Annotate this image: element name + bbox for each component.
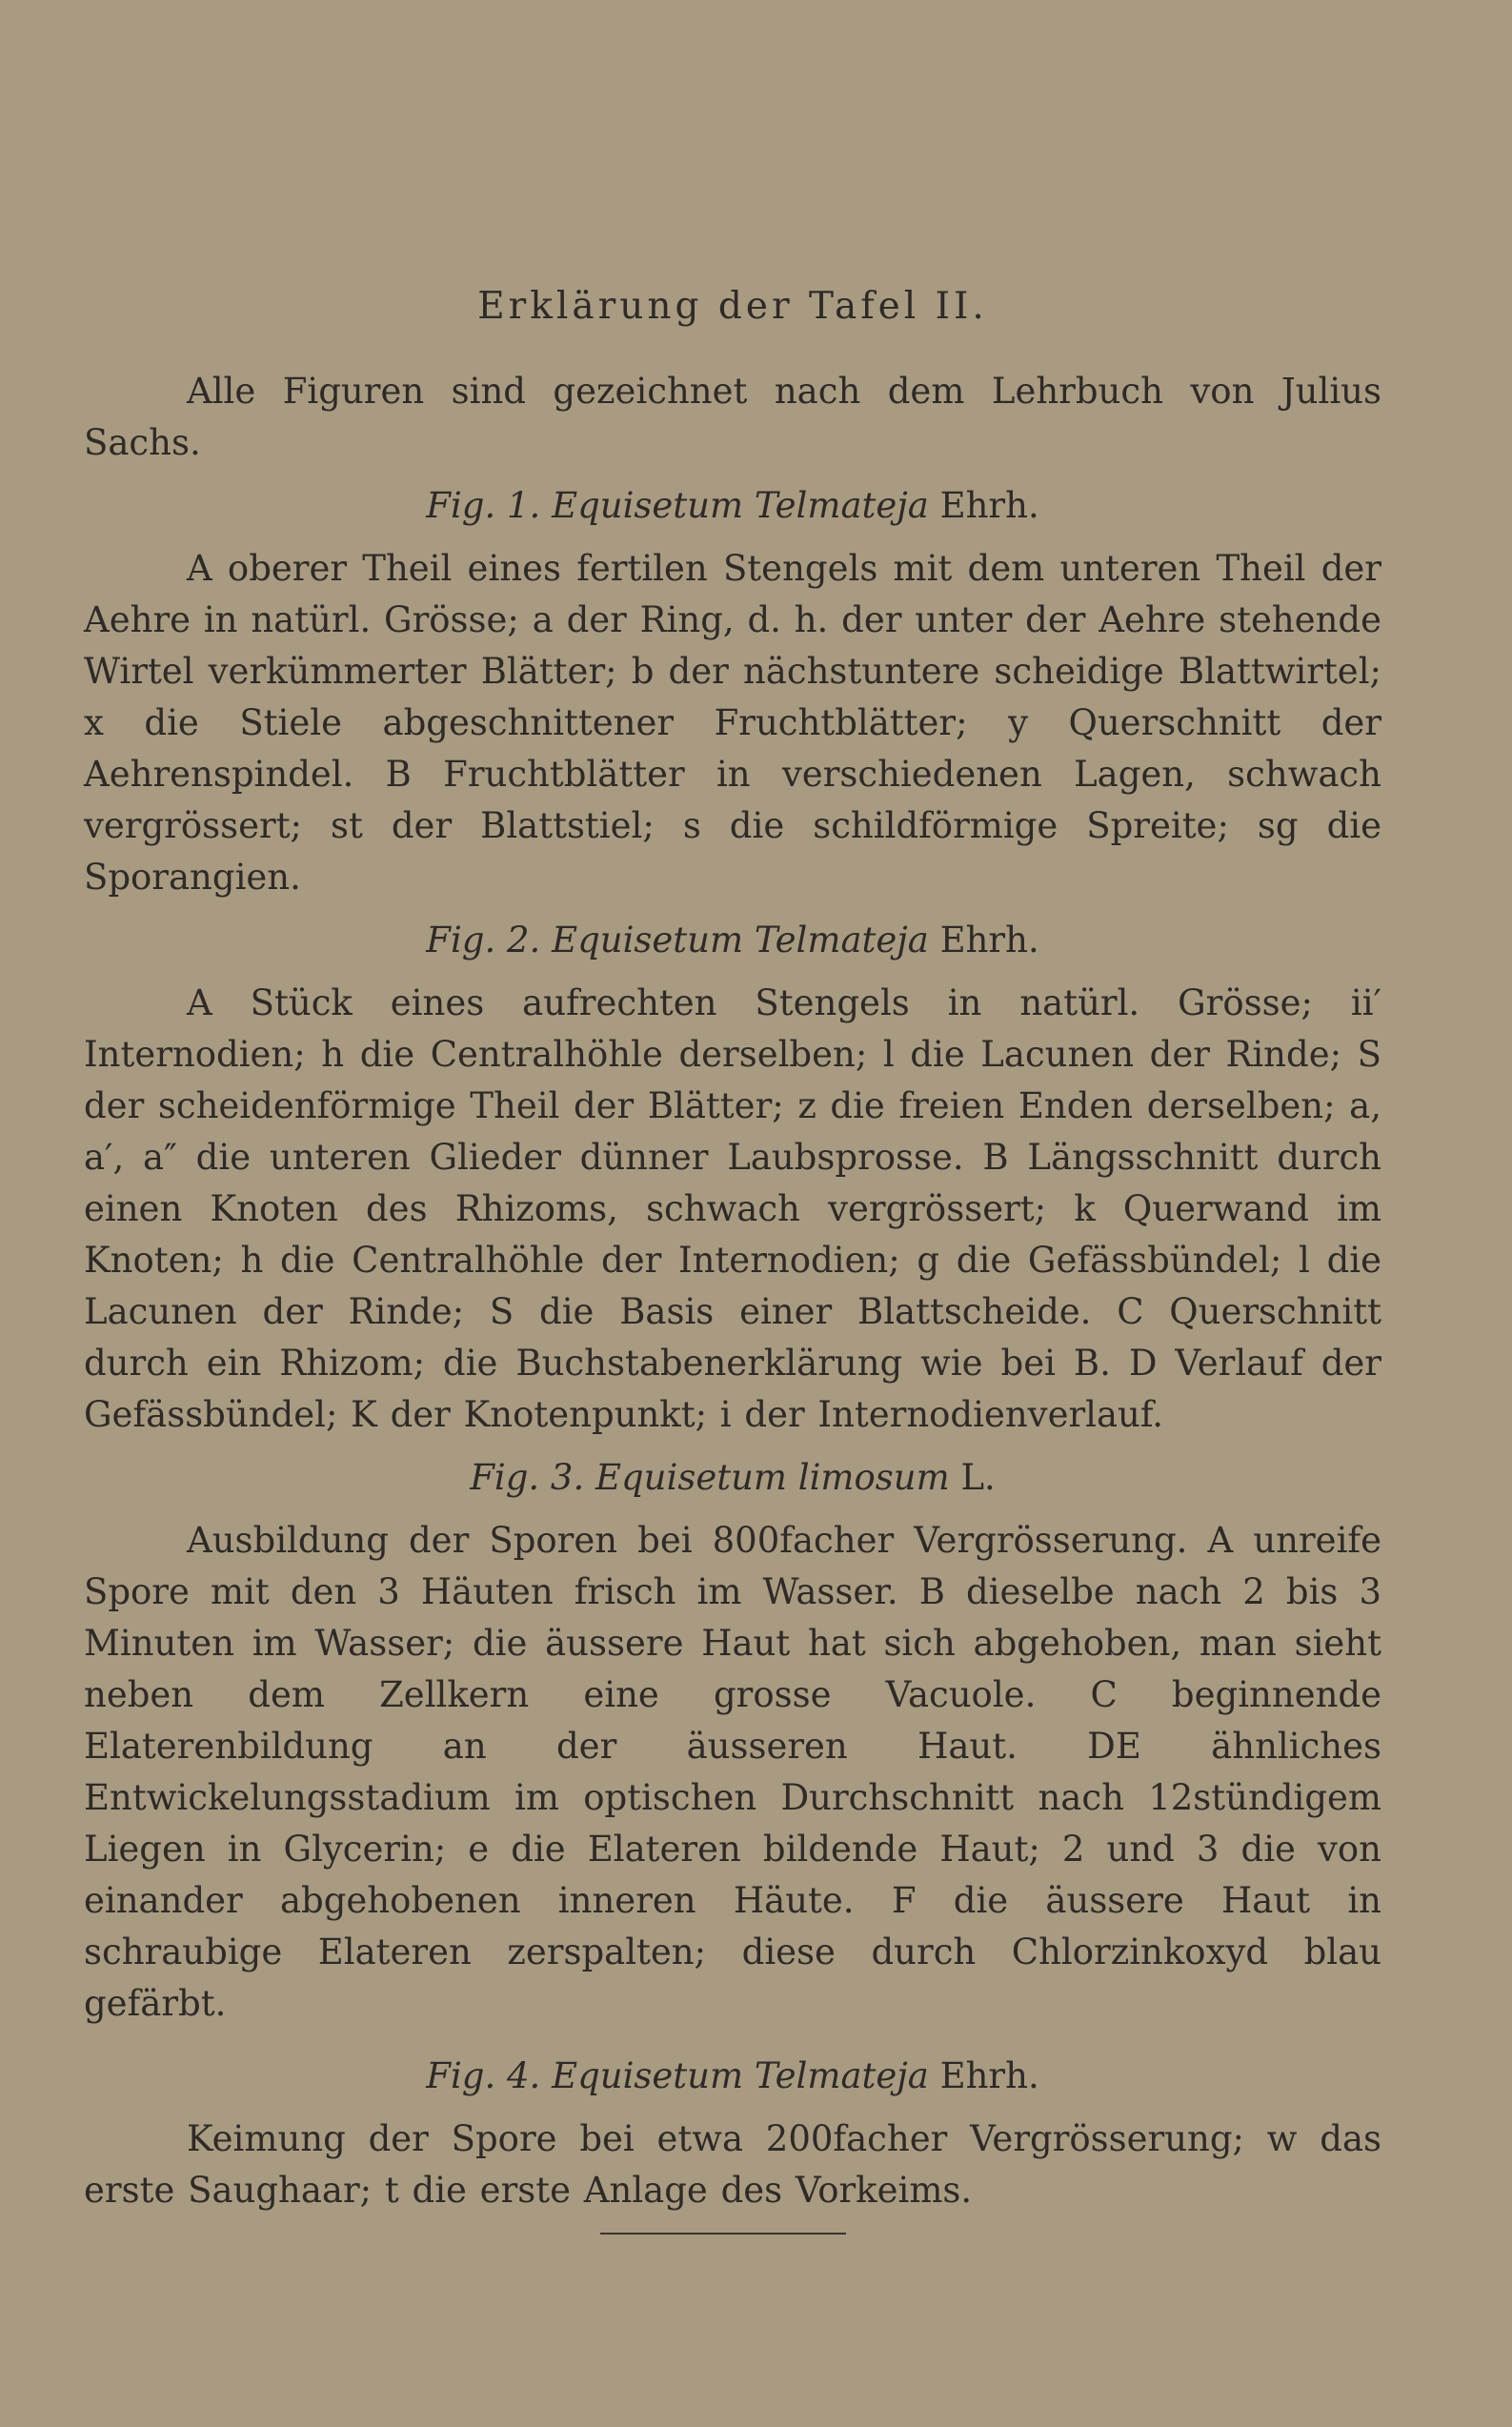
figure-2-species: Equisetum Telmateja xyxy=(552,920,929,961)
figure-1-heading xyxy=(84,480,1381,532)
closing-rule xyxy=(600,2233,846,2235)
figure-4-label: Fig. 4. xyxy=(426,2055,541,2096)
figure-1-author: Ehrh. xyxy=(939,485,1039,526)
figure-4-author: Ehrh. xyxy=(939,2055,1039,2096)
intro-section xyxy=(84,366,1381,469)
figure-3-description: Ausbildung der Sporen bei 800facher Vergrösserung. A unreife Spore mit den 3 Häuten frisch im Wasser. B dieselbe nach 2 bis 3 Minuten im Wasser; die äussere Haut hat sich abgehoben, man sieht neben dem Zellkern eine grosse Vacuole. C beginnende Elaterenbildung an der äusseren Haut. DE ähnliches Entwickelungsstadium im optischen Durchschnitt nach 12stündigem Liegen in Glycerin; e die Elateren bildende Haut; 2 und 3 die von einander abgehobenen inneren Häute. F die äussere Haut in schraubige Elateren zerspalten; diese durch Chlorzinkoxyd blau gefärbt. xyxy=(84,1520,1381,2024)
page-body xyxy=(84,282,1381,2228)
figure-2-label: Fig. 2. xyxy=(426,920,541,961)
page-title: Erklärung der Tafel II. xyxy=(477,285,988,328)
figure-4-description: Keimung der Spore bei etwa 200facher Vergrösserung; w das erste Saughaar; t die erste Anlage des Vorkeims. xyxy=(84,2118,1381,2211)
figure-3-heading xyxy=(84,1452,1381,1504)
figure-4-section xyxy=(84,2051,1381,2216)
figure-1-label: Fig. 1. xyxy=(426,485,541,526)
figure-1-section xyxy=(84,480,1381,903)
figure-3-author: L. xyxy=(960,1457,996,1498)
figure-2-section xyxy=(84,915,1381,1441)
figure-3-label: Fig. 3. xyxy=(470,1457,585,1498)
figure-3-section xyxy=(84,1452,1381,2030)
figure-3-species: Equisetum limosum xyxy=(595,1457,950,1498)
figure-4-species: Equisetum Telmateja xyxy=(552,2055,929,2096)
intro-paragraph: Alle Figuren sind gezeichnet nach dem Lehrbuch von Julius Sachs. xyxy=(84,371,1381,463)
figure-1-species: Equisetum Telmateja xyxy=(552,485,929,526)
figure-4-heading xyxy=(84,2051,1381,2102)
figure-2-heading xyxy=(84,915,1381,966)
figure-2-description: A Stück eines aufrechten Stengels in natürl. Grösse; ii′ Internodien; h die Centralhöhle derselben; l die Lacunen der Rinde; S der scheidenförmige Theil der Blätter; z die freien Enden derselben; a, a′, a″ die unteren Glieder dünner Laubsprosse. B Längsschnitt durch einen Knoten des Rhizoms, schwach vergrössert; k Querwand im Knoten; h die Centralhöhle der Internodien; g die Gefässbündel; l die Lacunen der Rinde; S die Basis einer Blattscheide. C Querschnitt durch ein Rhizom; die Buchstabenerklärung wie bei B. D Verlauf der Gefässbündel; K der Knotenpunkt; i der Internodienverlauf. xyxy=(84,982,1381,1435)
figure-1-description: A oberer Theil eines fertilen Stengels mit dem unteren Theil der Aehre in natürl. Grösse; a der Ring, d. h. der unter der Aehre stehende Wirtel verkümmerter Blätter; b der nächstuntere scheidige Blattwirtel; x die Stiele abgeschnittener Fruchtblätter; y Querschnitt der Aehrenspindel. B Fruchtblätter in verschiedenen Lagen, schwach vergrössert; st der Blattstiel; s die schildförmige Spreite; sg die Sporangien. xyxy=(84,548,1381,898)
figure-2-author: Ehrh. xyxy=(939,920,1039,961)
